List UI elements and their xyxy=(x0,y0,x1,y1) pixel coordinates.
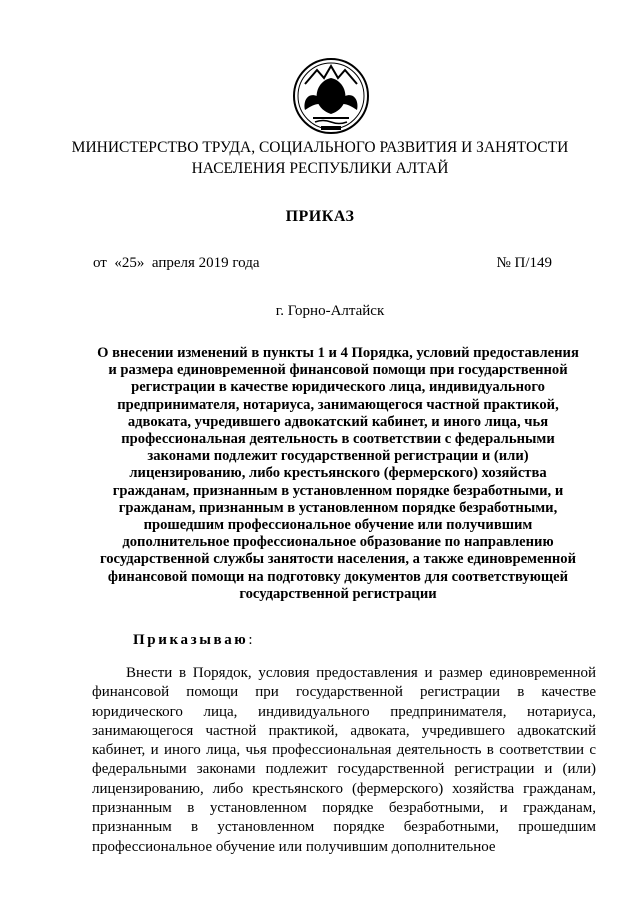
order-heading xyxy=(133,632,253,649)
document-city: г. Горно-Алтайск xyxy=(275,303,385,319)
document-title: О внесении изменений в пункты 1 и 4 Порядка, условий предоставления и размера единовременной финансовой помощи при государственной регистрации в качестве юридического лица, индивидуального предпринимателя, нотариуса, занимающегося частной практикой, адвоката, учредившего адвокатский кабинет, и иного лица, чья профессиональная деятельность в соответствии с федеральными законами подлежит государственной регистрации и (или) лицензированию, либо крестьянского (фермерского) хозяйства гражданам, признанным в установленном порядке безработными, и гражданам, признанным в установленном порядке безработными, прошедшим профессиональное обучение или получившим дополнительное профессиональное образование по направлению государственной службы занятости населения, а также единовременной финансовой помощи на подготовку документов для соответствующей государственной регистрации xyxy=(97,345,579,602)
document-type: ПРИКАЗ xyxy=(285,208,355,225)
order-colon: : xyxy=(248,632,253,648)
document-number: № П/149 xyxy=(496,255,552,271)
document-date: от «25» апреля 2019 года xyxy=(93,255,260,271)
ministry-line-2: НАСЕЛЕНИЯ РЕСПУБЛИКИ АЛТАЙ xyxy=(191,160,449,177)
order-word: Приказываю xyxy=(133,632,249,648)
body-paragraph: Внести в Порядок, условия предоставления и размер единовременной финансовой помощи при государственной регистрации в качестве юридического лица, индивидуального предпринимателя, нотариуса, занимающегося частной практикой, адвоката, учредившего адвокатский кабинет, и иного лица, чья профессиональная деятельность в соответствии с федеральными законами подлежит государственной регистрации и (или) лицензированию, либо крестьянского (фермерского) хозяйства гражданам, признанным в установленном порядке безработными, и гражданам, признанным в установленном порядке безработными, прошедшим профессиональное обучение или получившим дополнительное xyxy=(92,665,596,855)
ministry-header xyxy=(0,137,640,179)
ministry-line-1: МИНИСТЕРСТВО ТРУДА, СОЦИАЛЬНОГО РАЗВИТИЯ И ЗАНЯТОСТИ xyxy=(71,139,569,156)
coat-of-arms-emblem xyxy=(291,56,371,140)
